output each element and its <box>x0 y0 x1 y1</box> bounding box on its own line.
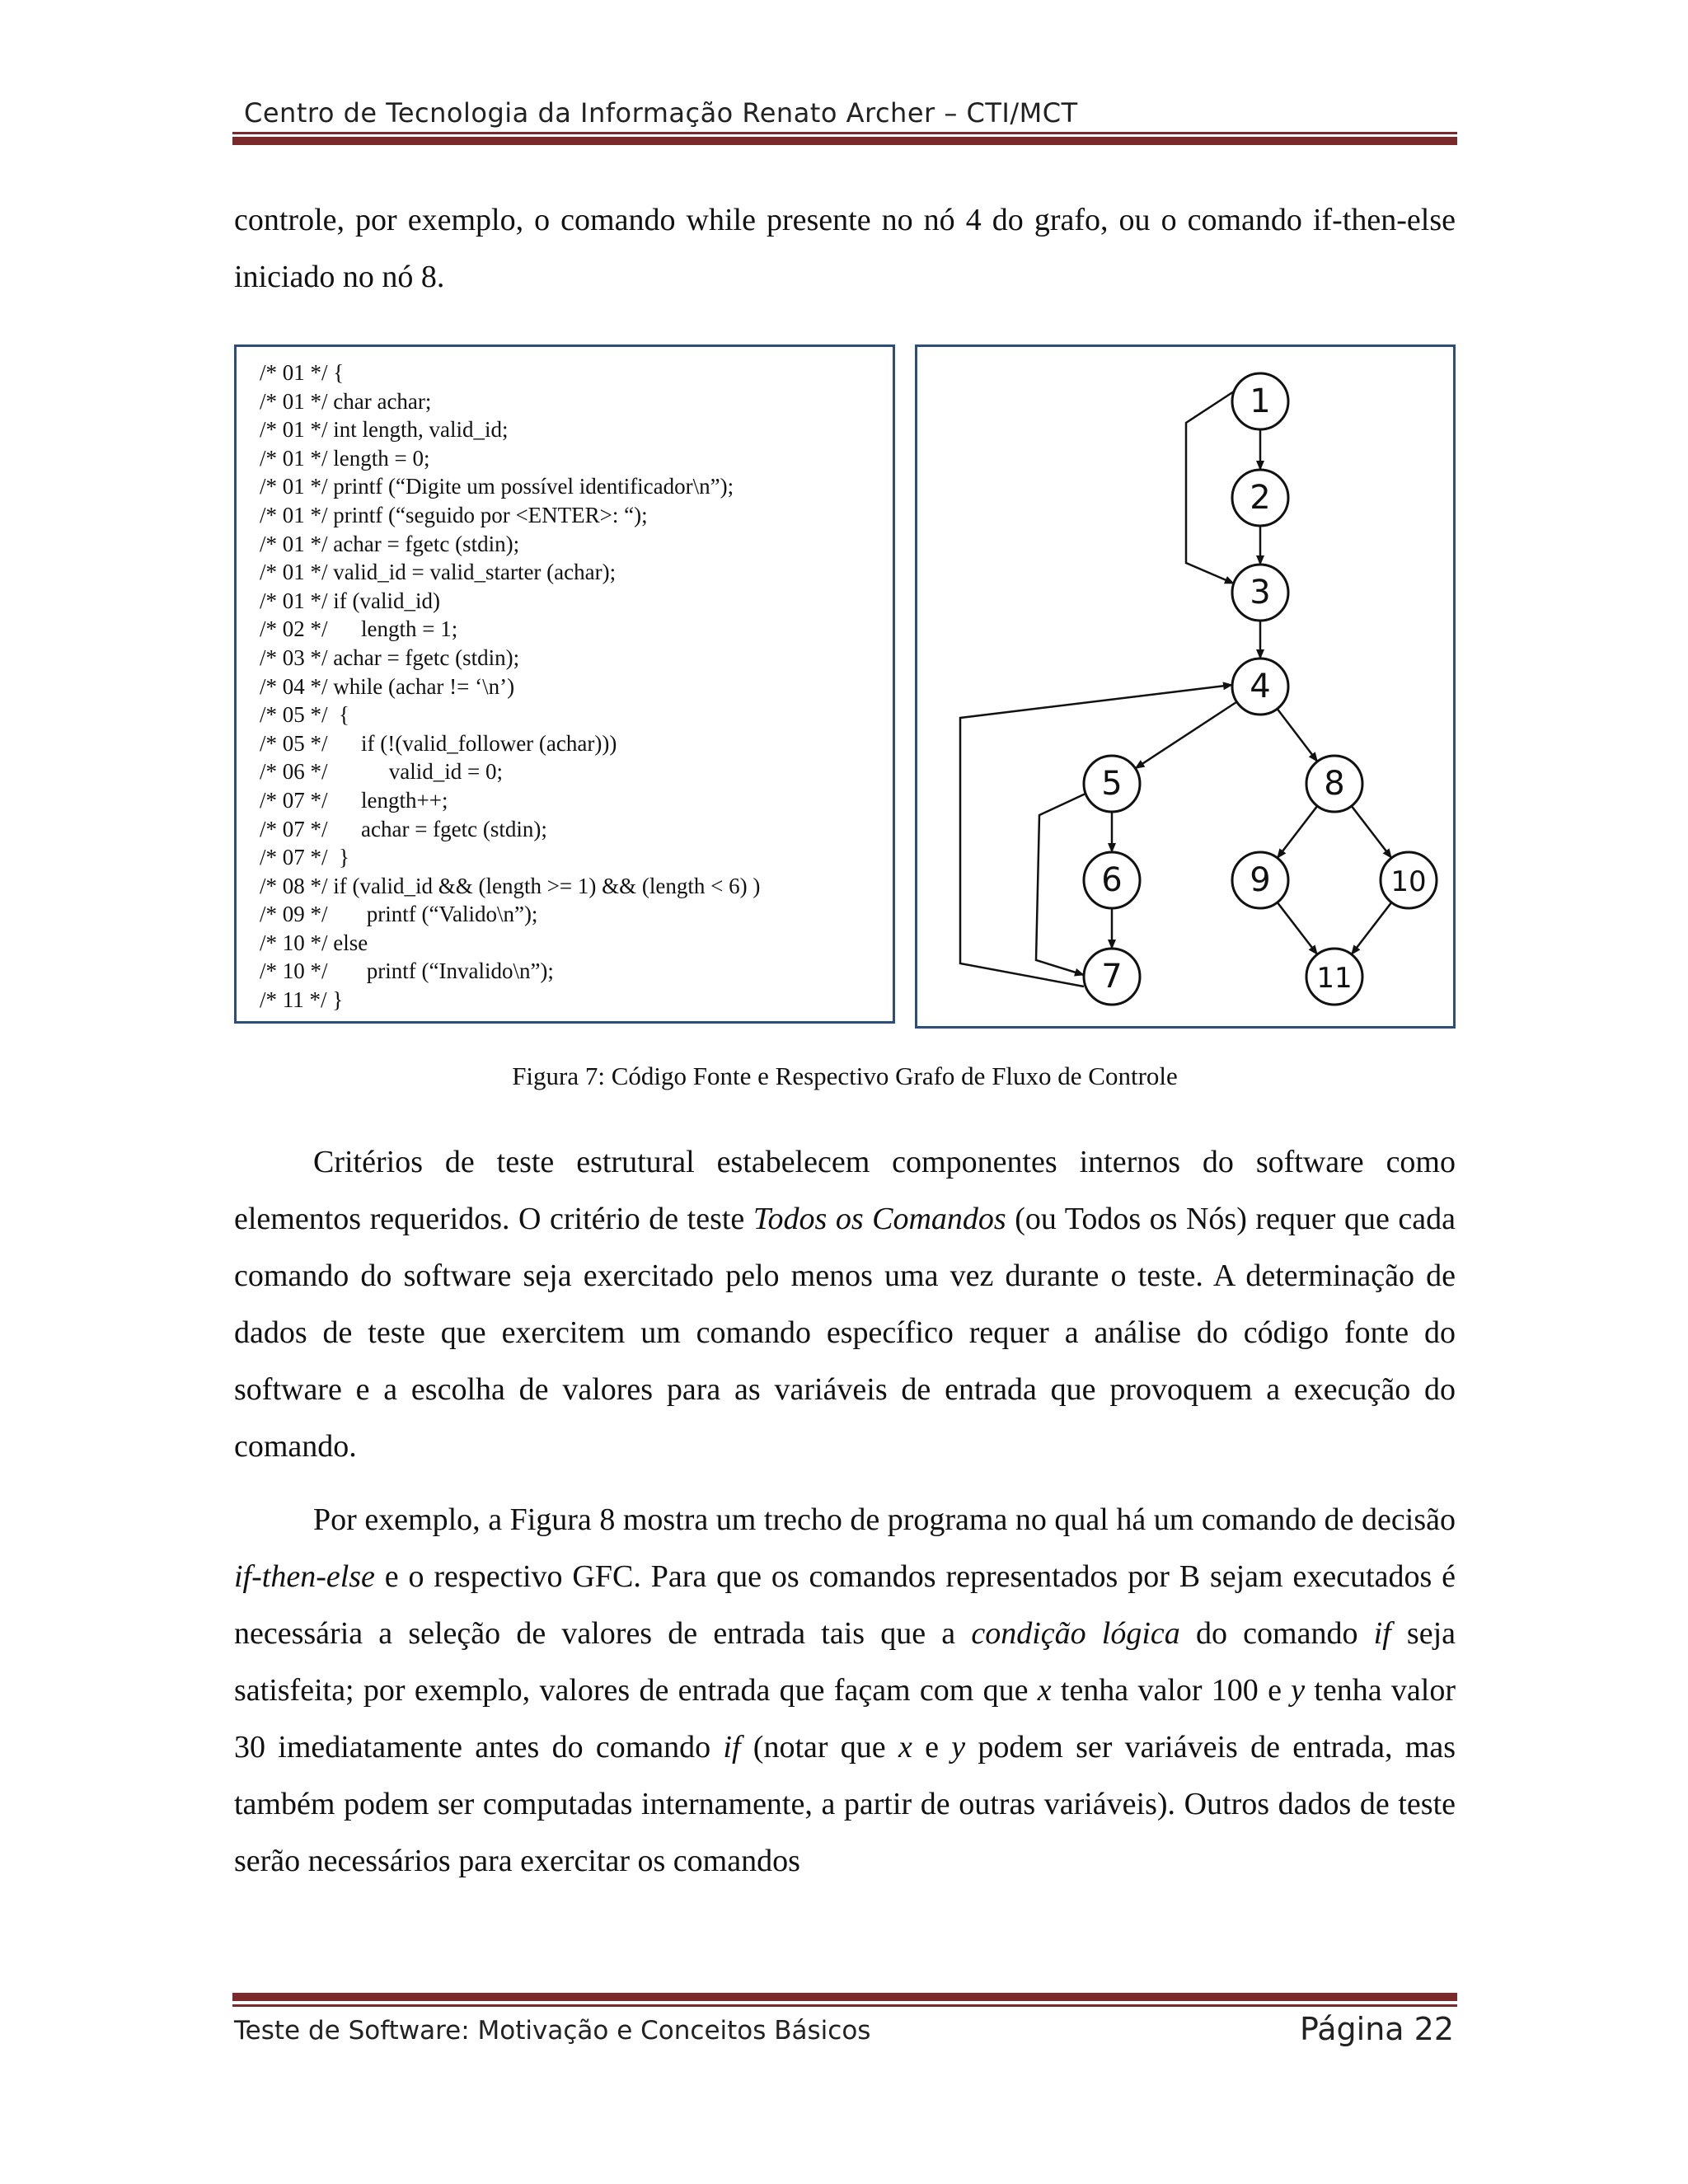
page-header-title: Centro de Tecnologia da Informação Renato Archer – CTI/MCT <box>244 97 1078 129</box>
graph-node-label: 1 <box>1250 382 1271 420</box>
paragraph-example-emphasis: y <box>1291 1673 1306 1708</box>
page-number: Página 22 <box>1300 2011 1454 2047</box>
paragraph-example-emphasis: if <box>723 1730 741 1765</box>
paragraph-criteria <box>234 1134 1456 1475</box>
paragraph-example-text: do comando <box>1179 1616 1374 1651</box>
graph-node-label: 3 <box>1250 574 1271 612</box>
paragraph-example-text: podem ser variáveis de entrada, mas também podem ser computadas internamente, a partir de outras variáveis). Outros dados de teste serão necessários para exercitar os comandos <box>234 1730 1456 1878</box>
graph-node-label: 7 <box>1101 958 1123 996</box>
paragraph-criteria-emphasis: Todos os Comandos <box>753 1202 1006 1236</box>
control-flow-graph <box>915 344 1456 1029</box>
paragraph-example-emphasis: condição lógica <box>971 1616 1180 1651</box>
code-line: /* 07 */ length++; <box>260 787 448 813</box>
graph-node-label: 6 <box>1101 861 1123 899</box>
graph-edge <box>960 685 1232 987</box>
code-line: /* 01 */ valid_id = valid_starter (achar); <box>260 560 617 585</box>
code-line: /* 01 */ achar = fgetc (stdin); <box>260 531 520 556</box>
code-line: /* 05 */ if (!(valid_follower (achar))) <box>260 730 617 756</box>
code-line: /* 10 */ else <box>260 930 368 955</box>
graph-node-label: 5 <box>1101 765 1123 803</box>
source-code-lines <box>260 359 760 1015</box>
code-line: /* 07 */ achar = fgetc (stdin); <box>260 816 547 841</box>
code-line: /* 01 */ char achar; <box>260 388 432 414</box>
code-line: /* 01 */ length = 0; <box>260 445 430 471</box>
header-rule-thick <box>232 137 1457 145</box>
code-line: /* 04 */ while (achar != ‘\n’) <box>260 673 515 699</box>
code-line: /* 01 */ printf (“Digite um possível identificador\n”); <box>260 474 734 499</box>
code-line: /* 02 */ length = 1; <box>260 616 458 642</box>
graph-node-label: 11 <box>1316 962 1353 995</box>
graph-edge <box>1186 391 1234 583</box>
graph-edge <box>1278 806 1318 858</box>
paragraph-example-emphasis: x <box>1037 1673 1052 1708</box>
paragraph-example-text: e o respectivo GFC. Para que os comandos representados por B sejam executados é necessária a seleção de valores de entrada tais que a <box>234 1559 1456 1651</box>
control-flow-graph-svg <box>917 347 1453 1026</box>
code-line: /* 01 */ { <box>260 360 345 385</box>
footer-rule-thick <box>232 1993 1457 2001</box>
graph-node-label: 8 <box>1324 765 1345 803</box>
paragraph-example-text: tenha valor 100 e <box>1051 1673 1292 1708</box>
code-line: /* 01 */ int length, valid_id; <box>260 417 509 443</box>
graph-edge <box>1135 702 1236 769</box>
code-line: /* 05 */ { <box>260 702 349 728</box>
graph-edge <box>1352 806 1392 858</box>
graph-edge <box>1278 709 1318 762</box>
paragraph-example <box>234 1492 1456 1890</box>
paragraph-criteria-text-2: (ou Todos os Nós) requer que cada comando do software seja exercitado pelo menos uma vez durante o teste. A determinação de dados de teste que exercitem um comando específico requer a análise do código fonte do software e a escolha de valores para as variáveis de entrada que provoquem a execução do comando. <box>234 1202 1456 1464</box>
graph-edge <box>1352 902 1392 954</box>
code-line: /* 01 */ if (valid_id) <box>260 588 440 613</box>
graph-edge <box>1036 794 1085 975</box>
paragraph-example-emphasis: if <box>1373 1616 1391 1651</box>
code-line: /* 03 */ achar = fgetc (stdin); <box>260 644 520 670</box>
code-line: /* 06 */ valid_id = 0; <box>260 759 503 785</box>
paragraph-criteria-text-1: Critérios de teste estrutural estabelecem componentes internos do software como elementos requeridos. O critério de teste <box>234 1145 1456 1236</box>
paragraph-example-text: Por exemplo, a Figura 8 mostra um trecho de programa no qual há um comando de decisão <box>313 1502 1456 1537</box>
paragraph-example-text: (notar que <box>740 1730 898 1765</box>
code-line: /* 08 */ if (valid_id && (length >= 1) && (length < 6) ) <box>260 873 761 898</box>
paragraph-example-text: e <box>912 1730 952 1765</box>
paragraph-example-emphasis: y <box>951 1730 966 1765</box>
paragraph-example-emphasis: if-then-else <box>234 1559 375 1594</box>
paragraph-example-emphasis: x <box>898 1730 912 1765</box>
code-line: /* 01 */ printf (“seguido por <ENTER>: “); <box>260 502 648 527</box>
code-line: /* 11 */ } <box>260 987 344 1013</box>
paragraph-example-text: tenha valor 30 imediatamente antes do comando <box>234 1673 1456 1765</box>
paragraph-example-text: seja satisfeita; por exemplo, valores de entrada que façam com que <box>234 1616 1456 1708</box>
footer-rule-thin <box>232 2004 1457 2007</box>
footer-title: Teste de Software: Motivação e Conceitos Básicos <box>234 2016 871 2046</box>
graph-edge <box>1278 902 1318 954</box>
header-rule-thin <box>232 132 1457 134</box>
intro-paragraph: controle, por exemplo, o comando while presente no nó 4 do grafo, ou o comando if-then-else iniciado no nó 8. <box>234 203 1456 294</box>
source-code-box <box>234 344 895 1024</box>
figure-caption: Figura 7: Código Fonte e Respectivo Grafo de Fluxo de Controle <box>512 1062 1178 1090</box>
graph-node-label: 10 <box>1390 865 1427 898</box>
graph-node-label: 4 <box>1250 668 1271 705</box>
graph-node-label: 9 <box>1250 861 1271 899</box>
code-line: /* 07 */ } <box>260 845 349 870</box>
graph-node-label: 2 <box>1250 479 1271 517</box>
code-line: /* 10 */ printf (“Invalido\n”); <box>260 958 554 984</box>
code-line: /* 09 */ printf (“Valido\n”); <box>260 902 538 927</box>
